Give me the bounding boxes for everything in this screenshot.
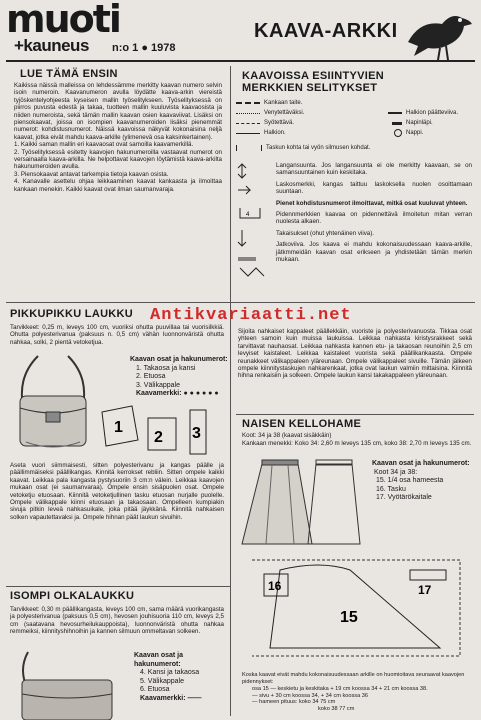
legend-heading-line2: MERKKIEN SELITYKSET bbox=[242, 82, 378, 94]
pocket-mark-icon bbox=[236, 145, 262, 151]
legend-item: Halkion. Nappi. bbox=[236, 128, 476, 138]
column-divider bbox=[230, 66, 231, 716]
legend-explanations: Langansuunta. Jos langansuunta ei ole merkitty kaavaan, se on samansuuntainen kuin keskitaka. Laskosmerkki, kangas taittuu laskoksella nuolen osoittamaan suuntaan. Pienet kohdistusnumerot ilmoittavat, mitkä osat kuuluvat yhteen. Pidennmerkkien kaavaa on pidennettävä ilmoitetun mitan verran nuolesta alkaen. Takaisukset (ohut yhtenäinen viiva). Jatkoviiva. Jos kaava ei mahdu kokonaisuudessaan kaava-arkille, jätkmmeidän kaavan osat erikseen ja yhdistetään tämän merkin mukaan. bbox=[276, 162, 472, 264]
shoulder-bag-illustration bbox=[8, 650, 128, 720]
small-bag-illustration bbox=[8, 354, 98, 456]
article-heading-skirt: NAISEN KELLOHAME bbox=[242, 418, 362, 430]
slit-end-icon bbox=[388, 112, 402, 114]
small-bag-materials: Tarvikkeet: 0,25 m, leveys 100 cm, vuoriksi ohutta puuvillaa tai vuorisilkkiä. Ohutta polyesterivanua (paksuus n. 0,5 cm) vähän luonnonväristä ohutta nahkaa, solki, 2 pientä vetoketjua. bbox=[10, 324, 224, 346]
skirt-pattern-diagram bbox=[240, 556, 476, 668]
svg-text:4: 4 bbox=[246, 212, 250, 218]
figure-label-3: 3 bbox=[192, 425, 201, 442]
ease-line-icon bbox=[236, 123, 260, 124]
skirt-footer-note: Koska kaavat eivät mahdu kokonaisuudessaan arkille on huomioitava seuraavat kaavojen pidennykset: bbox=[242, 672, 465, 685]
skirt-illustration bbox=[236, 456, 364, 552]
skirt-yardage: Kankaan menekki: Koko 34: 2,60 m leveys 135 cm, koko 38: 2,70 m leveys 135 cm. bbox=[242, 440, 472, 447]
intro-heading: LUE TÄMÄ ENSIN bbox=[20, 68, 118, 80]
magazine-logo: muoti bbox=[6, 0, 120, 41]
legend-item: Kankaan taite. bbox=[236, 98, 476, 108]
legend-symbol-column bbox=[236, 160, 272, 280]
stretch-line-icon bbox=[236, 113, 260, 114]
issue-number: n:o 1 ● 1978 bbox=[112, 42, 176, 54]
legend-symbols bbox=[236, 98, 476, 154]
article-heading-small-bag: PIKKUPIKKU LAUKKU bbox=[10, 308, 134, 320]
magazine-logo-subtitle: +kauneus bbox=[14, 36, 89, 55]
article-rule bbox=[6, 586, 230, 587]
skirt-measures: osa 15 — keskietu ja keskitaka + 19 cm koossa 34 + 21 cm koossa 38. — sivu + 30 cm koossa 34, + 34 cm koossa 36 — hameen pituus: koko 34 75 cm koko 38 77 cm bbox=[252, 686, 428, 712]
small-bag-parts-box: Kaavan osat ja hakunumerot: 1. Takaosa ja kansi 2. Etuosa 3. Välikappale Kaavamerkki: ● ● ● ● ● ● bbox=[130, 356, 228, 398]
button-icon bbox=[394, 129, 402, 137]
page-title: KAAVA-ARKKI bbox=[254, 20, 398, 42]
small-bag-instructions: Aseta vuori siimmaisesti, sitten polyesterivanu ja kangas päälle ja päällimmäiseksi päällikangas. Kinnitä kerrokset rebliin. Sitten ompele kaikki kaavat. Leikkaa pala kangasta pystysuoriin 3 cm:n välein. Leikkaa kaavojen mukaan osat (ei saumanvaraa). Ompele ensin sisäpuolen osat. Ompele vetoketju etuosaan. Kiinnitä vetoketjullinen tasku etuosan nurjalle puolelle. Ompele välikappale kiinni etuosaan ja takaosaan. Ompelleen kumpiakin sivuja pitkin leveä nahkasuikale, joka pitää jäykkänä. Kiinnitä nahkaisen solken vapautettavaksi ja. Ompele hihnan päät laukun sivuihin. bbox=[10, 462, 224, 521]
figure-label-17: 17 bbox=[418, 583, 432, 597]
watermark: Antikvariaatti.net bbox=[150, 306, 352, 325]
slit-icon bbox=[236, 133, 260, 134]
legend-item: Venytettäväksi. Halkion päätteviiva. bbox=[236, 108, 476, 118]
shoulder-bag-instructions: Sijoita nahkaiset kappaleet päällekkäin, vuoriste ja polyesterivanuosta. Tikkaa osat yhteen samoin kuin muissa laukuissa. Leikkaa nahkasta kiristysrakkeet sekä tarvittavat nauhaosat. Leikkaa nahkasta kannen etu- ja takaosan reunoihin 2,5 cm levyiset kaistaleet. Leikkaa kaistaleet vuorista sekä päällikankaasta. Ompele reunakkeet välikappaleen yläreunaan. Ompele välikappaleet sivuille. Tämän jälkeen ompele kiinnitystaskujen nahkarenkaat, jotka ovat laukun valmiin mittaisina. Kiinnitä hihna renkaisiin ja solkeen. Ompele laukun kansi takakappaleen yläreunaan. bbox=[238, 328, 472, 380]
intro-body: Kaikissa näissä malleissa on lehdessämme merkitty kaavan numero selvin isoin numeroin. Kaavanumeron avulla löydätte kaava-arkin viereistä tyjöskentelyohjeesta kyseisen mallin työselitykseen. Työselityksessä on piirros puvusta edestä ja takaa, tuotteen mallin kuuluvista kaavaosista ja niiden numeroista, sekä tämän mallin kaavan osien kaavaviivat. Lisäksi on piensokaavat, joissa on isompien kaavanumeroiden lisäksi pienemmät numerot: kohdistusnumerot. Näissä kaavoissa näkyvät kokonaisina neljä kaavat, jotka eivät mahdu kaava-arkille (ylimenevä osa kaksinkertainen). 1. Kaikki saman mallin eri kaavaosat ovat samoilla kaavamerkillä. 2. Työselityksessä esitetty kaavojen hakunumeroilla vastaavat numerot on versainaalla kaava-arkilla. Ne helpottavat kaavojen löytämistä kaava-arkilta hakunumeroiden avulla. 3. Piensokaavat antavat tarkempia tietoja kaavan osista. 4. Kanavalle asettelu ohjaa leikkaaminen kaavat kankaasta ja ilmoittaa kankaan menekin. Kaikki kaavat ovat ilman saumanvaraja. bbox=[14, 82, 222, 193]
section-rule bbox=[6, 302, 475, 303]
figure-label-1: 1 bbox=[114, 419, 123, 436]
fold-line-icon bbox=[236, 102, 260, 104]
skirt-parts-box: Kaavan osat ja hakunumerot: Koot 34 ja 38: 15. 1/4 osa hameesta 16. Tasku 17. Vyötärökaitale bbox=[372, 460, 470, 502]
article-rule-right bbox=[236, 414, 474, 415]
legend-heading-line1: KAAVOISSA ESIINTYVIEN bbox=[242, 70, 384, 82]
small-bag-pattern-diagrams bbox=[98, 400, 230, 460]
legend-item: Taskun kohta tai vyön silmusen kohdat. bbox=[236, 142, 476, 154]
header-rule bbox=[6, 60, 475, 62]
bird-icon bbox=[400, 2, 476, 64]
shoulder-bag-parts-box: Kaavan osat ja hakunumerot: 4. Kansi ja takaosa 5. Välikappale 6. Etuosa Kaavamerkki: —— bbox=[134, 652, 202, 702]
article-heading-shoulder-bag: ISOMPI OLKALAUKKU bbox=[10, 590, 135, 602]
figure-label-2: 2 bbox=[154, 429, 163, 446]
figure-label-15: 15 bbox=[340, 609, 358, 626]
legend-item: Syötettävä. Napinläpi. bbox=[236, 118, 476, 128]
shoulder-bag-materials: Tarvikkeet: 0,30 m päällikangasta, leveys 100 cm, sama määrä vuorikangasta ja polyesterivanua (paksuus 0,5 cm), hevosen jouhisuoria 110 cm, leveys 2,5 cm (saatavana hevosurheilukauppoista), luonnonväristä ohutta nahkaa remmeiksi, kiinnityshihnoihin ja kannen silmuun ommeltavan solkeen. bbox=[10, 606, 224, 636]
figure-label-16: 16 bbox=[268, 579, 282, 593]
buttonhole-icon bbox=[392, 122, 402, 125]
skirt-sizes: Koot: 34 ja 38 (kaavat sisäkkäin) bbox=[242, 432, 332, 439]
